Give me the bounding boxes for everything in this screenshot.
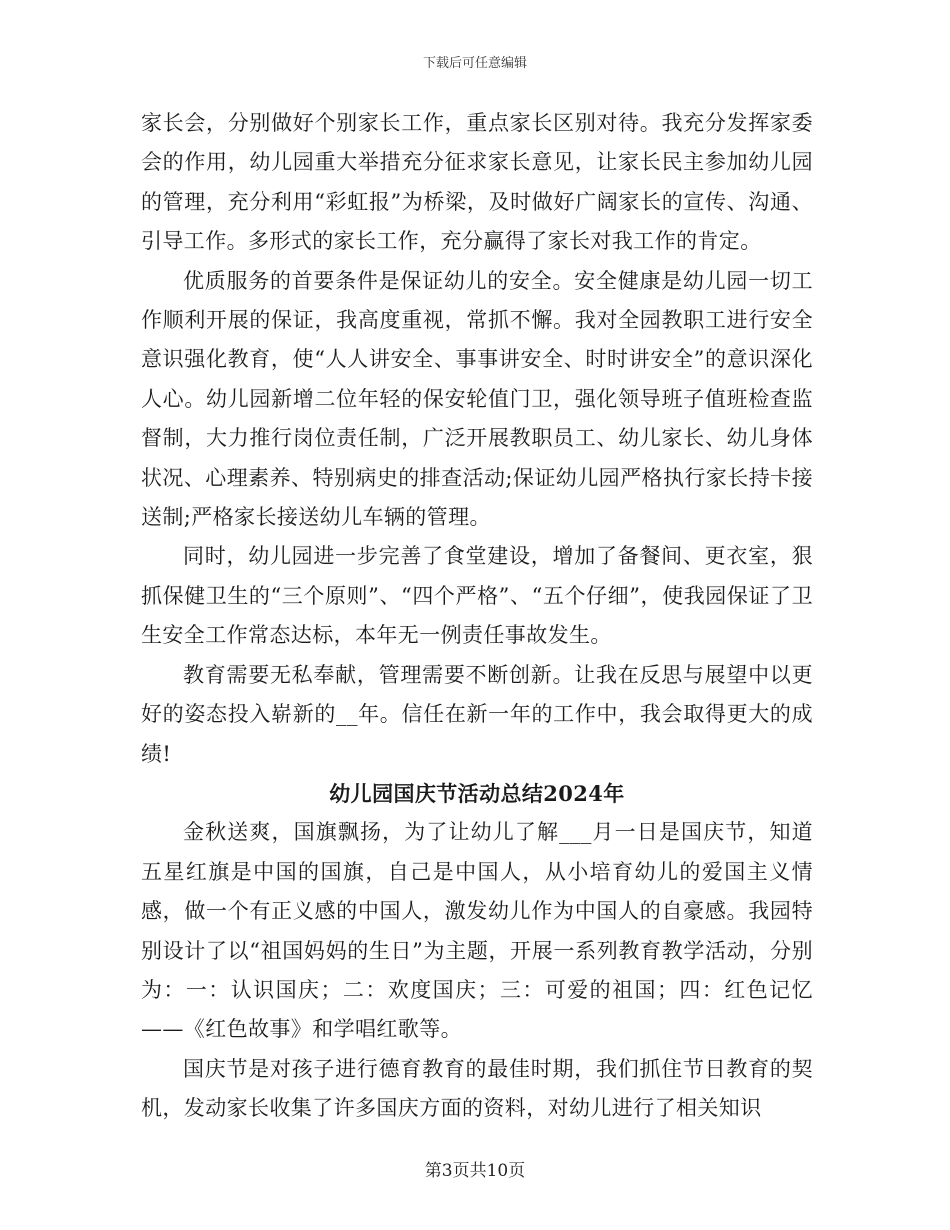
page-number: 第3页共10页 <box>424 1161 526 1181</box>
body-paragraph: 优质服务的首要条件是保证幼儿的安全。安全健康是幼儿园一切工作顺利开展的保证，我高度重视，常抓不懈。我对全园教职工进行安全意识强化教育，使“人人讲安全、事事讲安全、时时讲安全”的意识深化人心。幼儿园新增二位年轻的保安轮值门卫，强化领导班子值班检查监督制，大力推行岗位责任制，广泛开展教职员工、幼儿家长、幼儿身体状况、心理素养、特别病史的排查活动;保证幼儿园严格执行家长持卡接送制;严格家长接送幼儿车辆的管理。 <box>141 268 813 530</box>
section-title: 幼儿园国庆节活动总结2024年 <box>329 780 625 806</box>
page-header-note: 下载后可任意编辑 <box>422 56 527 71</box>
document-body <box>141 104 813 1129</box>
body-paragraph: 国庆节是对孩子进行德育教育的最佳时期，我们抓住节日教育的契机，发动家长收集了许多国庆方面的资料，对幼儿进行了相关知识 <box>141 1056 813 1121</box>
body-paragraph: 金秋送爽，国旗飘扬，为了让幼儿了解___月一日是国庆节，知道五星红旗是中国的国旗，自己是中国人，从小培育幼儿的爱国主义情感，做一个有正义感的中国人，激发幼儿作为中国人的自豪感。我园特别设计了以“祖国妈妈的生日”为主题，开展一系列教育教学活动，分别为：一：认识国庆；二：欢度国庆；三：可爱的祖国；四：红色记忆——《红色故事》和学唱红歌等。 <box>141 820 813 1042</box>
body-paragraph: 同时，幼儿园进一步完善了食堂建设，增加了备餐间、更衣室，狠抓保健卫生的“三个原则”、“四个严格”、“五个仔细”，使我园保证了卫生安全工作常态达标，本年无一例责任事故发生。 <box>141 544 813 648</box>
body-paragraph: 家长会，分别做好个别家长工作，重点家长区别对待。我充分发挥家委会的作用，幼儿园重大举措充分征求家长意见，让家长民主参加幼儿园的管理，充分利用“彩虹报”为桥梁，及时做好广阔家长的宣传、沟通、引导工作。多形式的家长工作，充分赢得了家长对我工作的肯定。 <box>141 111 813 254</box>
body-paragraph: 教育需要无私奉献，管理需要不断创新。让我在反思与展望中以更好的姿态投入崭新的__年。信任在新一年的工作中，我会取得更大的成绩! <box>141 662 813 766</box>
